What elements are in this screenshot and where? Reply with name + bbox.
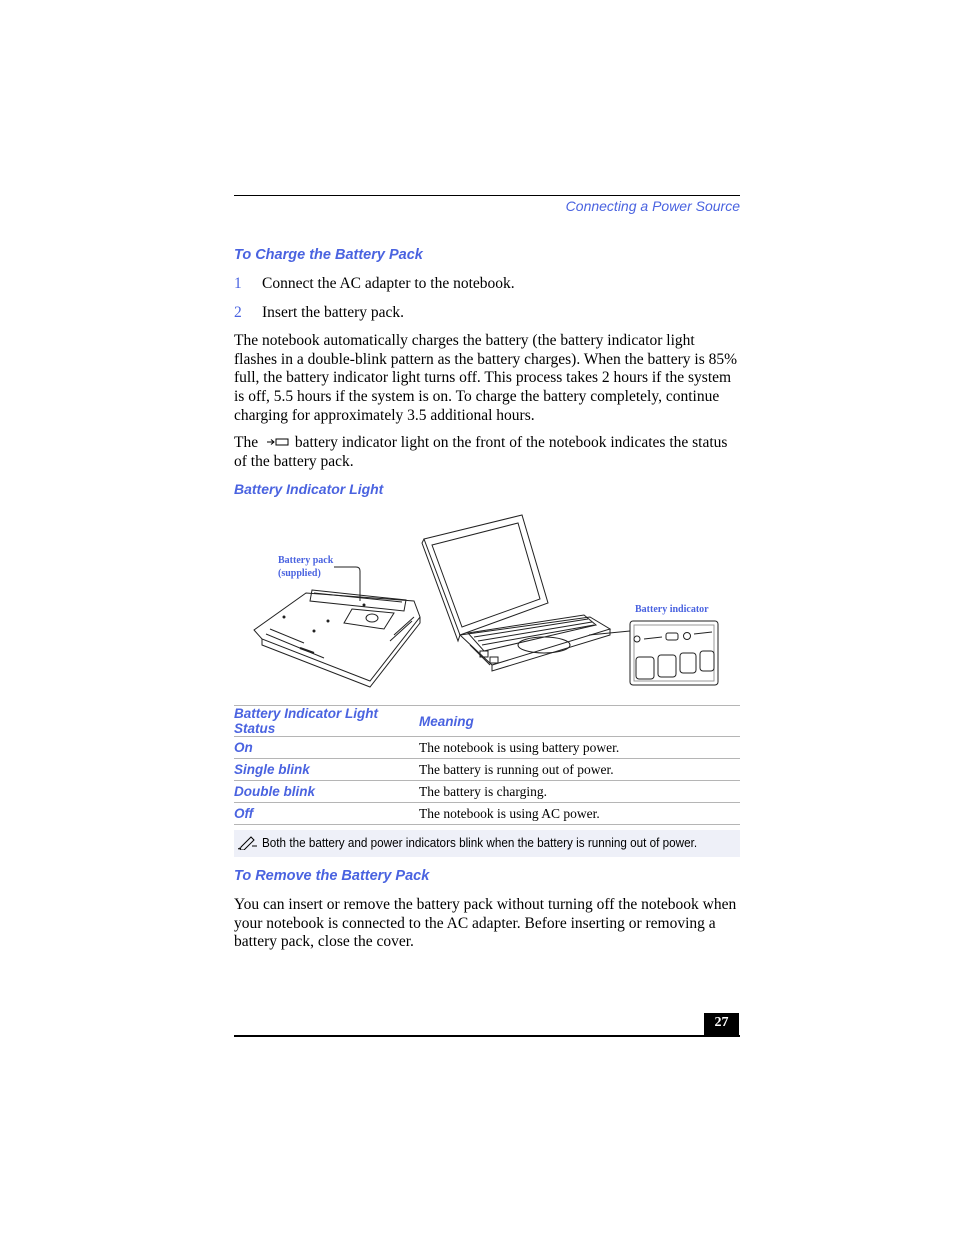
label-battery-pack xyxy=(278,554,333,580)
meaning-cell: The notebook is using battery power. xyxy=(419,737,740,759)
step-text: Connect the AC adapter to the notebook. xyxy=(262,275,515,292)
status-cell: Double blink xyxy=(234,781,419,803)
step-1 xyxy=(234,275,740,293)
meaning-cell: The battery is charging. xyxy=(419,781,740,803)
indicator-zoom-illustration xyxy=(630,621,718,685)
remove-paragraph: You can insert or remove the battery pack without turning off the notebook when your notebook is connected to the AC adapter. Before inserting or removing a battery pack, close the cover. xyxy=(234,896,737,951)
battery-figure xyxy=(234,505,740,695)
indicator-sentence xyxy=(234,434,740,471)
meaning-cell: The notebook is using AC power. xyxy=(419,803,740,825)
step-number: 2 xyxy=(234,304,242,321)
label-battery-indicator: Battery indicator xyxy=(635,604,709,615)
page-number: 27 xyxy=(714,1015,729,1030)
status-cell: Off xyxy=(234,803,419,825)
status-cell: Single blink xyxy=(234,759,419,781)
table-row xyxy=(234,759,740,781)
notebook-underside-illustration xyxy=(254,590,420,687)
table-row xyxy=(234,737,740,759)
label-battery-pack-line2: (supplied) xyxy=(278,568,321,579)
header-status: Battery Indicator Light Status xyxy=(234,706,419,737)
section-title: Connecting a Power Source xyxy=(565,198,740,214)
step-number: 1 xyxy=(234,275,242,292)
indicator-sentence-end: battery indicator light on the front of the notebook indicates the status of the battery pack. xyxy=(234,434,728,470)
note-box xyxy=(234,830,740,857)
indicator-sentence-start: The xyxy=(234,434,259,451)
charge-paragraph: The notebook automatically charges the battery (the battery indicator light flashes in a double-blink pattern as the battery charges). When the battery is 85% full, the battery indicator light turns off. This process takes 2 hours if the system is off, 5.5 hours if the system is on. To charge the battery completely, continue charging for approximately 3.5 additional hours. xyxy=(234,332,738,424)
table-row xyxy=(234,803,740,825)
table-row xyxy=(234,781,740,803)
footer-rule xyxy=(234,1035,740,1037)
step-2 xyxy=(234,304,740,322)
note-text: Both the battery and power indicators blink when the battery is running out of power. xyxy=(262,835,698,850)
notebook-open-illustration xyxy=(422,515,610,671)
battery-icon xyxy=(264,434,290,444)
charge-heading: To Charge the Battery Pack xyxy=(234,247,423,263)
status-cell: On xyxy=(234,737,419,759)
figure-heading: Battery Indicator Light xyxy=(234,481,384,497)
pencil-icon xyxy=(238,834,258,855)
meaning-cell: The battery is running out of power. xyxy=(419,759,740,781)
label-battery-pack-line1: Battery pack xyxy=(278,555,334,566)
step-text: Insert the battery pack. xyxy=(262,304,405,321)
header-rule xyxy=(234,195,740,196)
remove-heading: To Remove the Battery Pack xyxy=(234,868,430,884)
table-header-row xyxy=(234,706,740,737)
battery-status-table xyxy=(234,705,740,825)
header-meaning: Meaning xyxy=(419,706,740,737)
